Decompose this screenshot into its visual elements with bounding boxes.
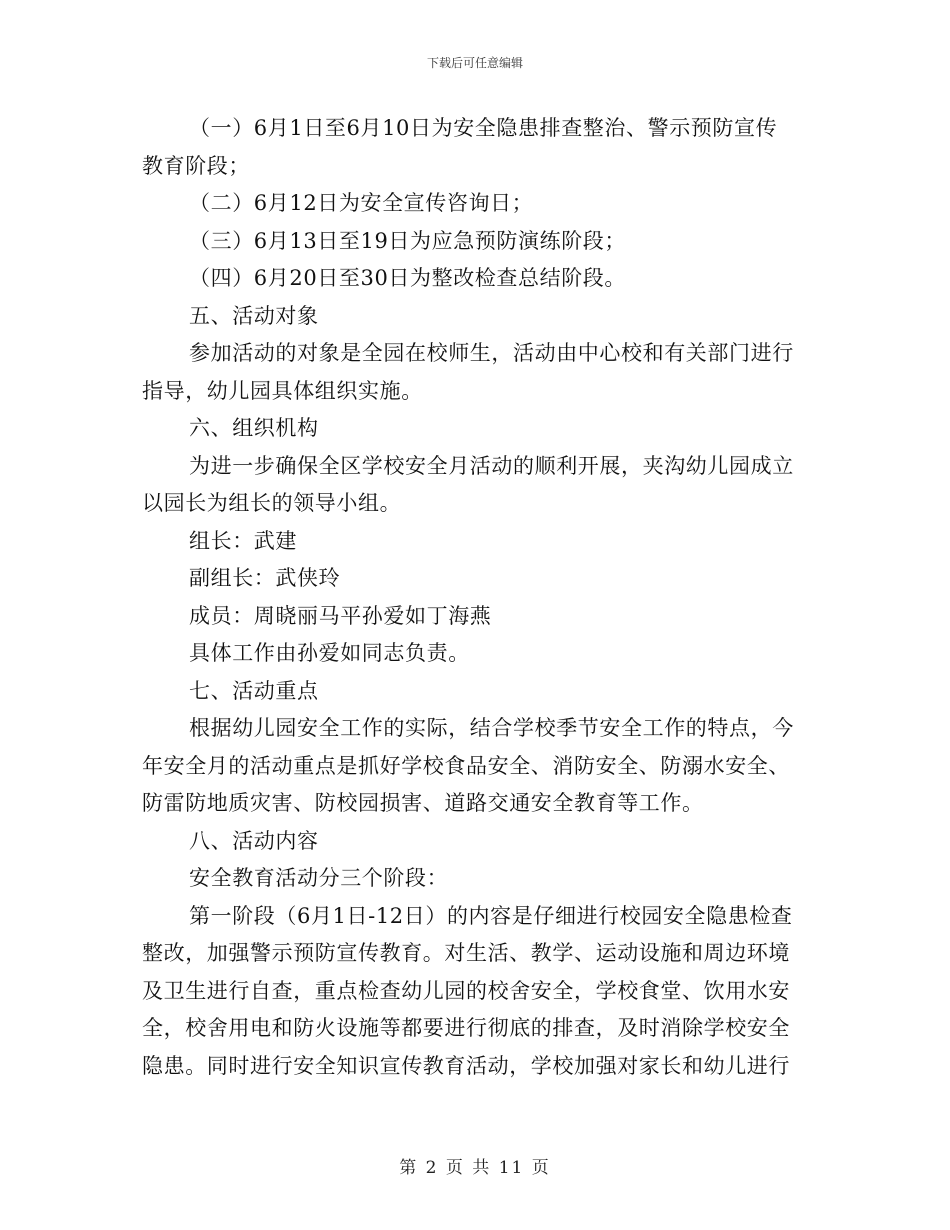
text-line: 成员：周晓丽马平孙爱如丁海燕 (189, 603, 492, 628)
text-line: 八、活动内容 (189, 828, 319, 853)
text-line: 及卫生进行自查，重点检查幼儿园的校舍安全，学校食堂、饮用水安 (142, 978, 790, 1003)
text-line: 组长：武建 (189, 528, 297, 553)
page-number-footer: 第 2 页 共 11 页 (399, 1158, 551, 1178)
text-line: 防雷防地质灾害、防校园损害、道路交通安全教育等工作。 (142, 791, 704, 815)
text-line: 第一阶段（6月1日-12日）的内容是仔细进行校园安全隐患检查 (189, 903, 793, 928)
text-line: （一）6月1日至6月10日为安全隐患排查整治、警示预防宣传 (189, 116, 778, 140)
text-line: 整改，加强警示预防宣传教育。对生活、教学、运动设施和周边环境 (142, 941, 790, 965)
text-line: 隐患。同时进行安全知识宣传教育活动，学校加强对家长和幼儿进行 (142, 1053, 790, 1078)
text-line: （二）6月12日为安全宣传咨询日； (189, 191, 534, 215)
text-line: 安全教育活动分三个阶段： (189, 866, 449, 890)
text-line: 年安全月的活动重点是抓好学校食品安全、消防安全、防溺水安全、 (142, 753, 790, 778)
text-line: 六、组织机构 (189, 416, 319, 440)
text-line: （三）6月13日至19日为应急预防演练阶段； (189, 228, 627, 253)
page-header: 下载后可任意编辑 (426, 56, 523, 70)
text-line: 七、活动重点 (189, 678, 319, 703)
text-line: 全，校舍用电和防火设施等都要进行彻底的排查，及时消除学校安全 (142, 1016, 790, 1040)
text-line: 以园长为组长的领导小组。 (142, 491, 402, 515)
text-line: 指导，幼儿园具体组织实施。 (142, 378, 423, 403)
text-line: 五、活动对象 (189, 303, 319, 328)
text-line: 根据幼儿园安全工作的实际，结合学校季节安全工作的特点，今 (189, 716, 794, 740)
text-line: 教育阶段； (142, 153, 250, 178)
text-line: 为进一步确保全区学校安全月活动的顺利开展，夹沟幼儿园成立 (189, 453, 794, 478)
text-line: （四）6月20日至30日为整改检查总结阶段。 (189, 266, 627, 290)
text-line: 副组长：武侠玲 (189, 566, 341, 590)
text-line: 具体工作由孙爱如同志负责。 (189, 641, 470, 665)
document-body (142, 110, 808, 1085)
text-line: 参加活动的对象是全园在校师生，活动由中心校和有关部门进行 (189, 341, 794, 365)
